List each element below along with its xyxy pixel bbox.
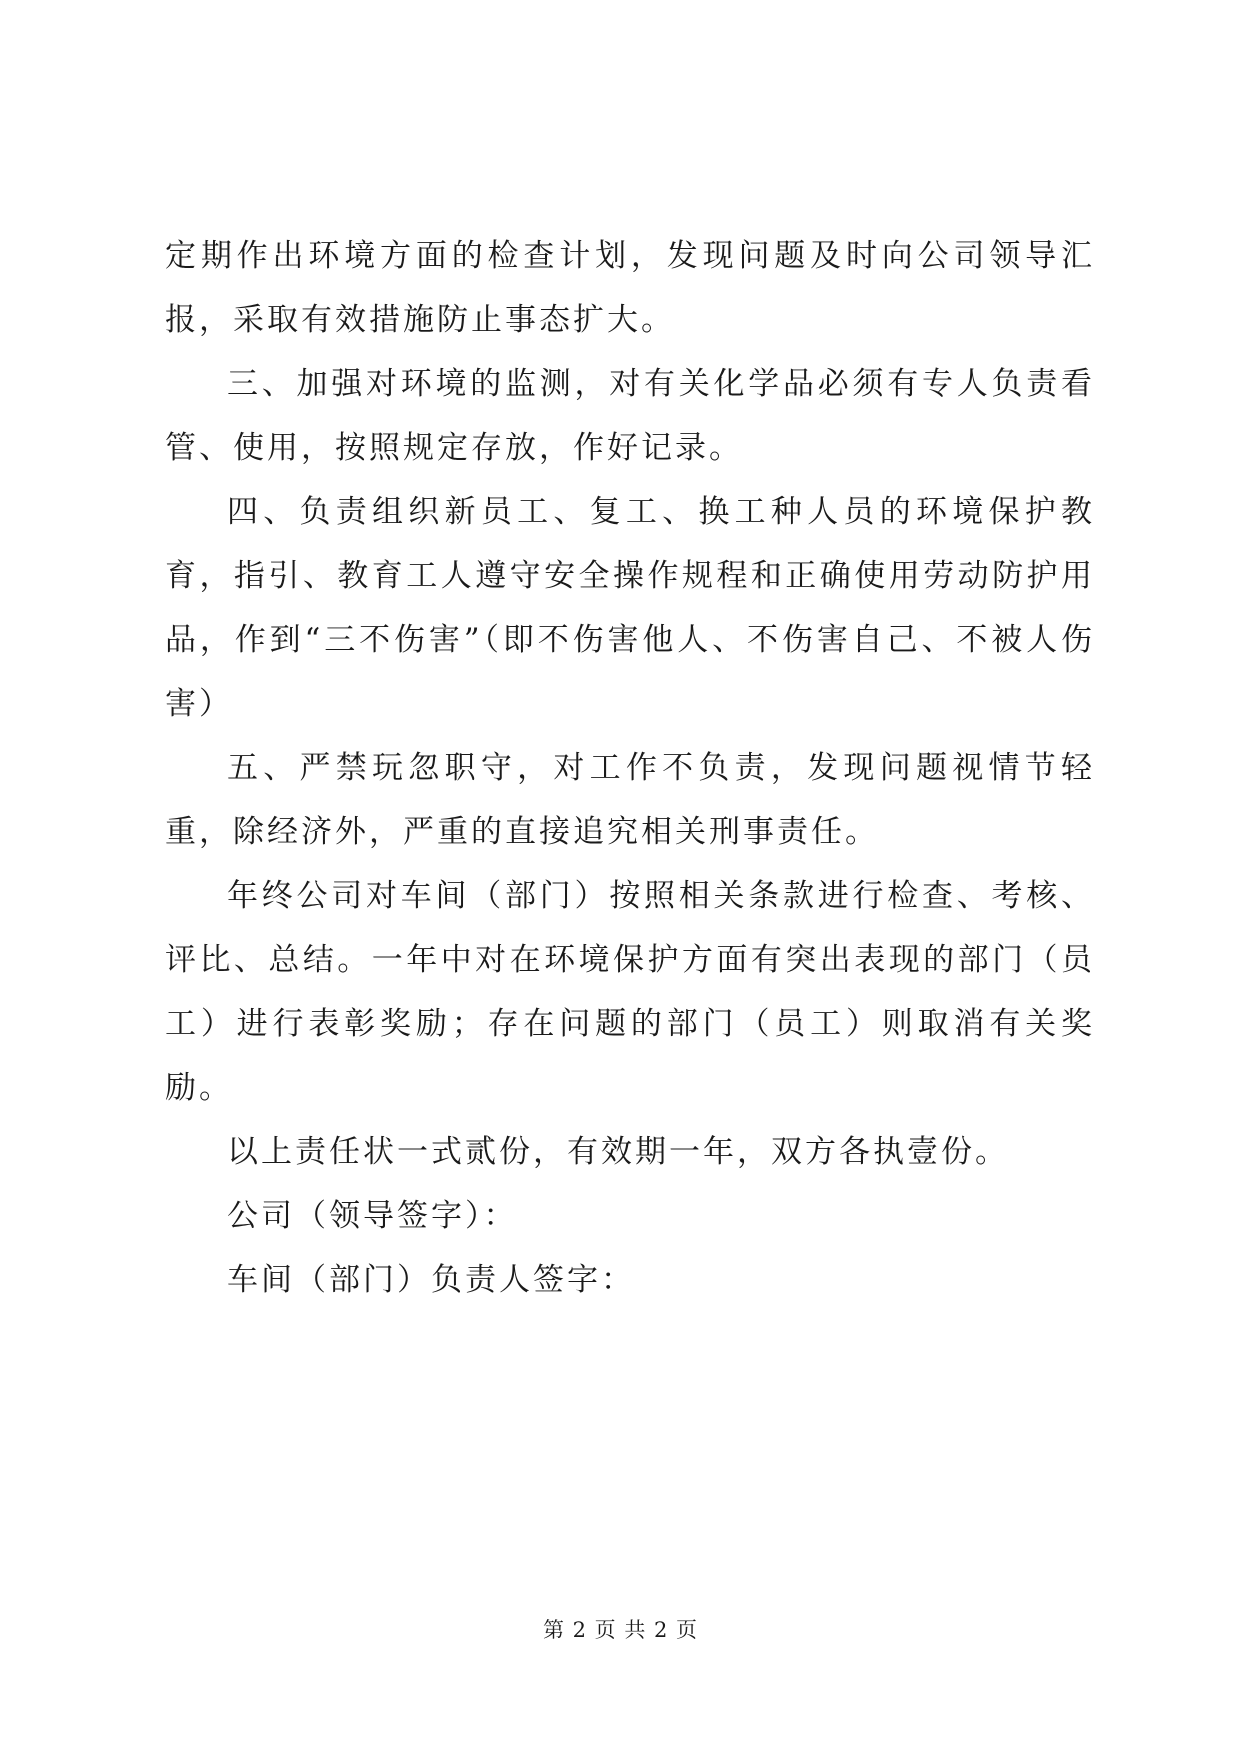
document-body — [165, 224, 1095, 1312]
company-signature-line: 公司（领导签字）： — [227, 1198, 518, 1234]
paragraph-item-five: 五、严禁玩忽职守，对工作不负责，发现问题视情节轻重，除经济外，严重的直接追究相关刑事责任。 — [165, 750, 1095, 850]
page-number-footer: 第 2 页 共 2 页 — [542, 1618, 699, 1642]
paragraph-inspection-plan: 定期作出环境方面的检查计划，发现问题及时向公司领导汇报，采取有效措施防止事态扩大。 — [165, 238, 1095, 338]
paragraph-year-end-review: 年终公司对车间（部门）按照相关条款进行检查、考核、评比、总结。一年中对在环境保护方面有突出表现的部门（员工）进行表彰奖励；存在问题的部门（员工）则取消有关奖励。 — [165, 878, 1095, 1106]
department-signature-line: 车间（部门）负责人签字： — [227, 1262, 635, 1298]
paragraph-copies: 以上责任状一式贰份，有效期一年，双方各执壹份。 — [227, 1134, 1009, 1170]
paragraph-item-four: 四、负责组织新员工、复工、换工种人员的环境保护教育，指引、教育工人遵守安全操作规程和正确使用劳动防护用品，作到“三不伤害”（即不伤害他人、不伤害自己、不被人伤害） — [165, 494, 1095, 722]
paragraph-item-three: 三、加强对环境的监测，对有关化学品必须有专人负责看管、使用，按照规定存放，作好记录。 — [165, 366, 1095, 466]
